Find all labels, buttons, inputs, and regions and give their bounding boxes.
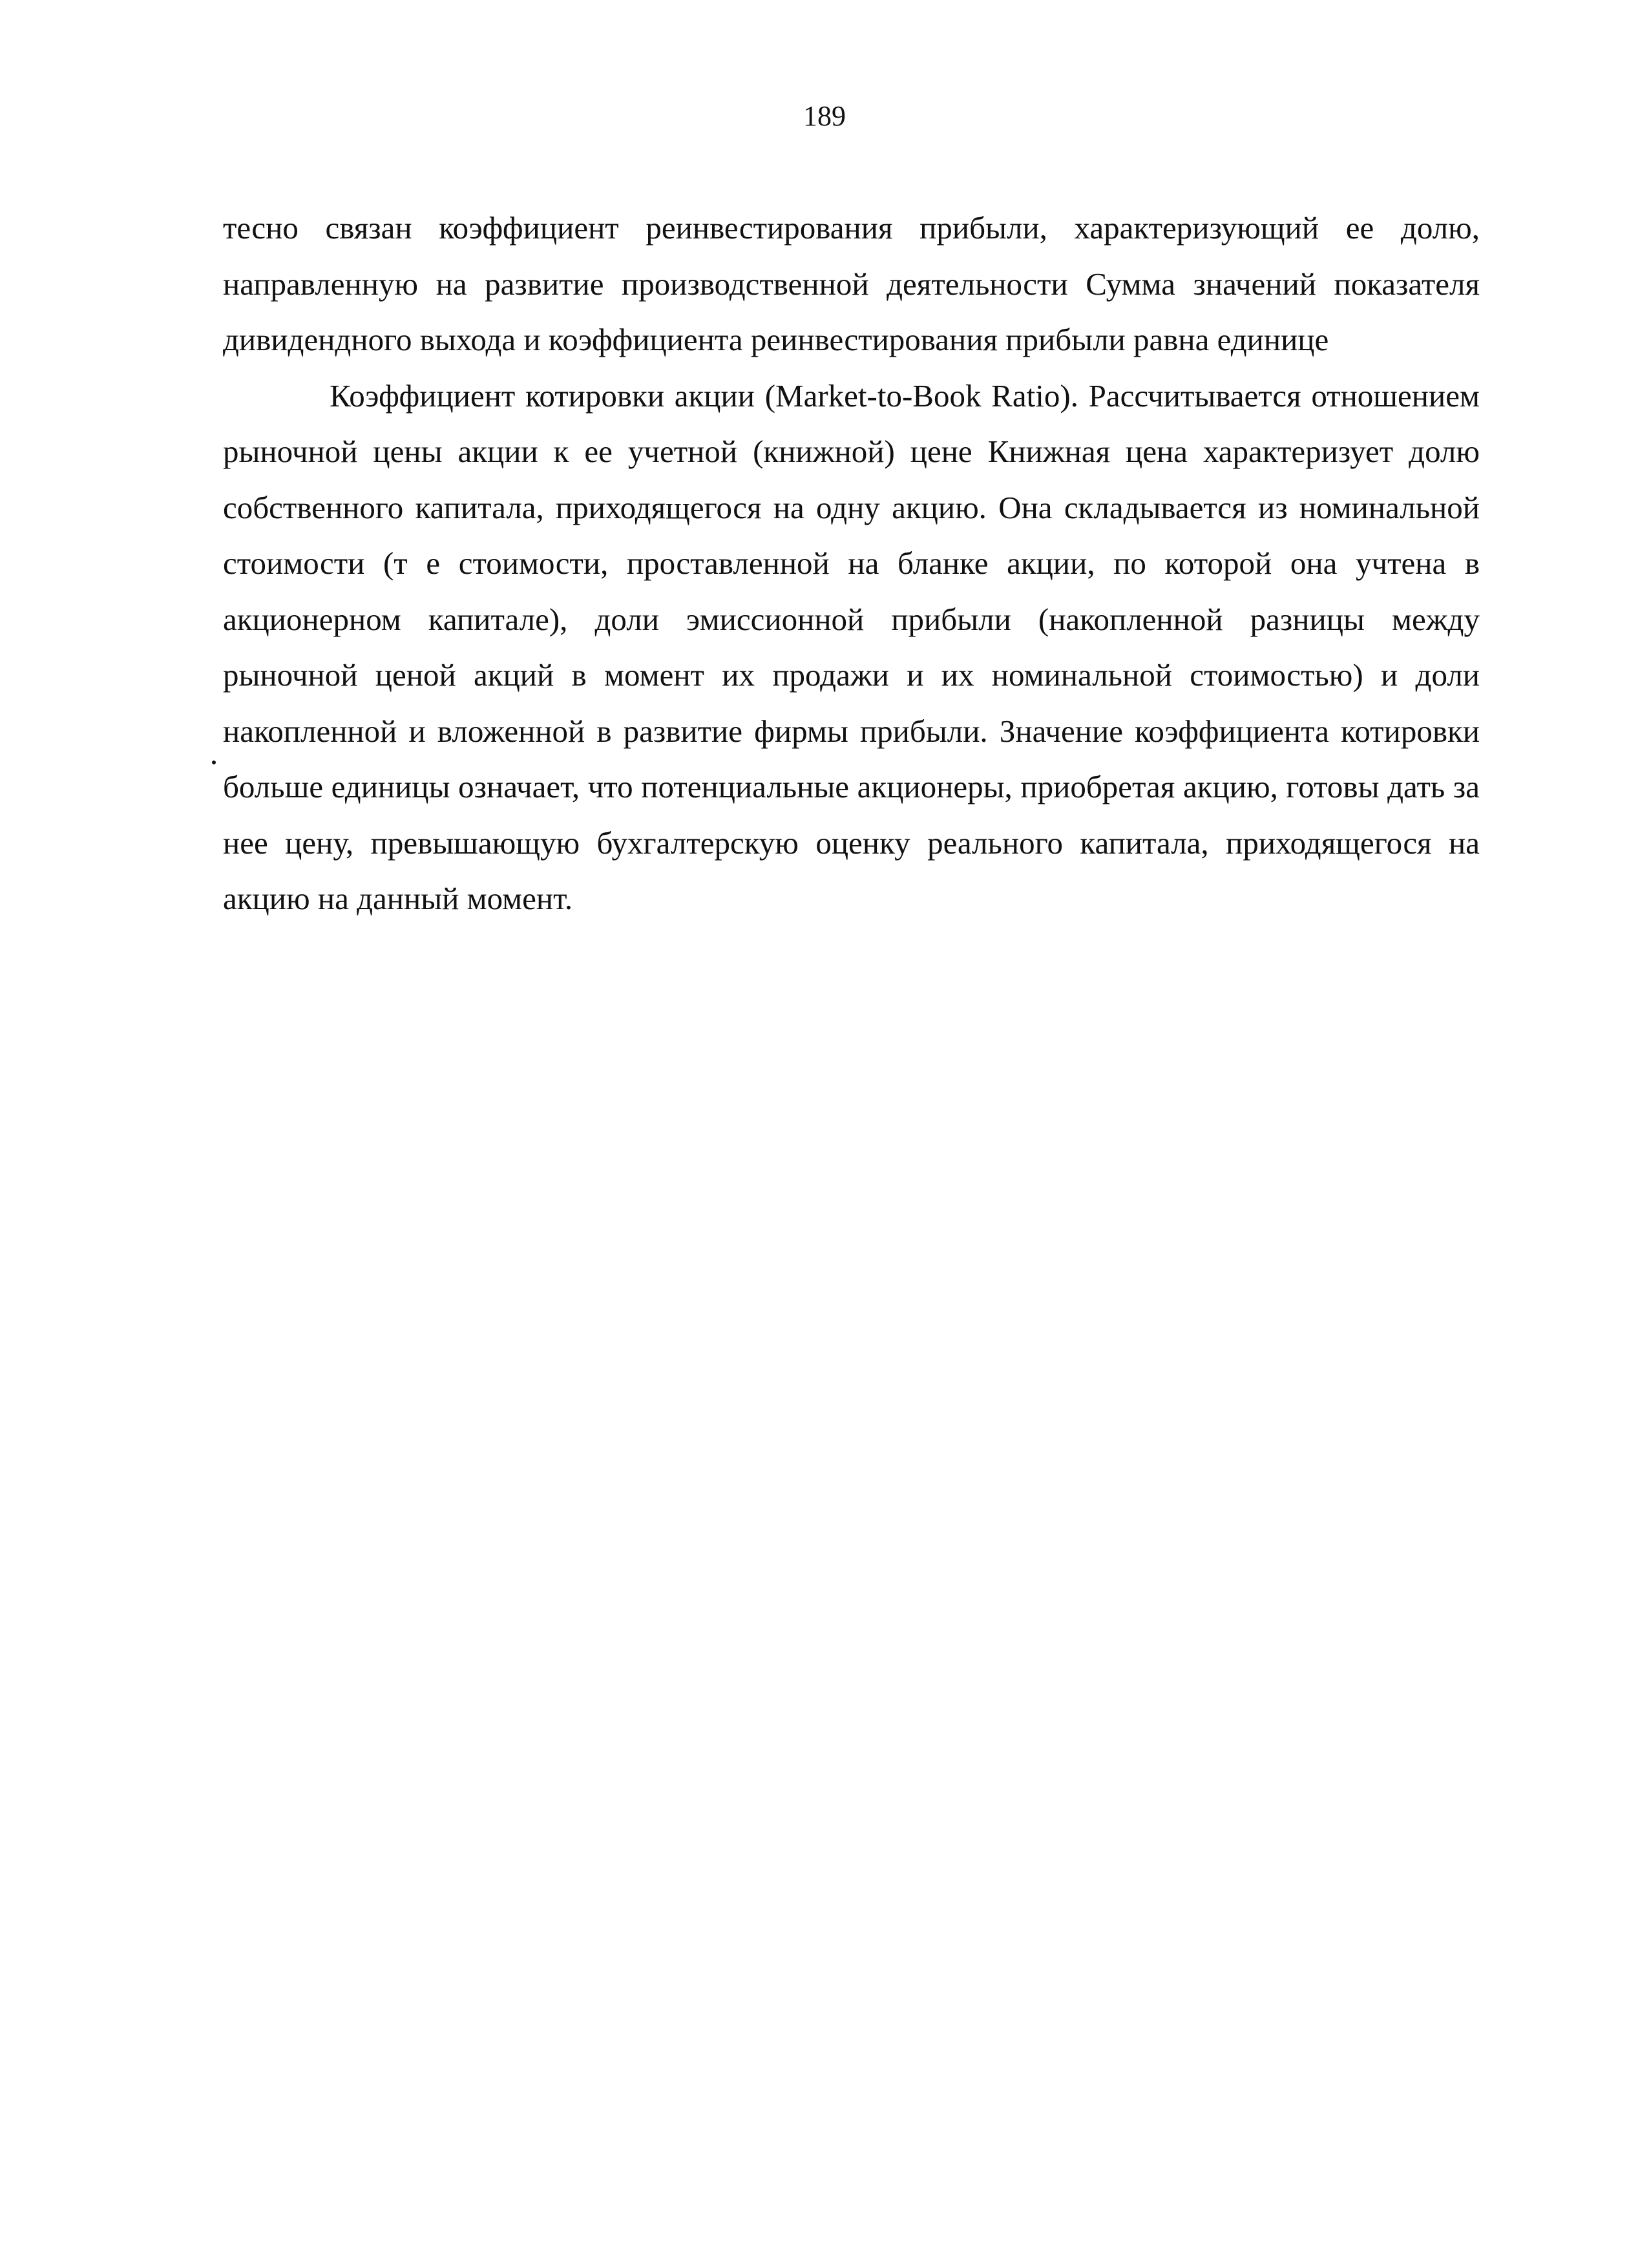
paragraph-market-to-book-ratio: Коэффициент котировки акции (Market-to-Book Ratio). Рассчитывается отношением рыночной цены акции к ее учетной (книжной) цене Книжная цена характеризует долю собственного капитала, приходящегося на одну акцию. Она складывается из номинальной стоимости (т е стоимости, проставленной на бланке акции, по которой она учтена в акционерном капитале), доли эмиссионной прибыли (накопленной разницы между рыночной ценой акций в момент их продажи и их номинальной стоимостью) и доли накопленной и вложенной в развитие фирмы прибыли. Значение коэффициента котировки больше единицы означает, что потенциальные акционеры, приобретая акцию, готовы дать за нее цену, превышающую бухгалтерскую оценку реального капитала, приходящегося на акцию на данный момент. — [223, 377, 1480, 916]
body-text — [223, 200, 1480, 927]
paragraph-continuation: тесно связан коэффициент реинвестирования прибыли, характеризующий ее долю, направленную на развитие производственной деятельности Сумма значений показателя дивидендного выхода и коэффициента реинвестирования прибыли равна единице — [223, 210, 1480, 357]
scan-artifact-dot — [212, 761, 216, 764]
page-number: 189 — [803, 100, 846, 132]
